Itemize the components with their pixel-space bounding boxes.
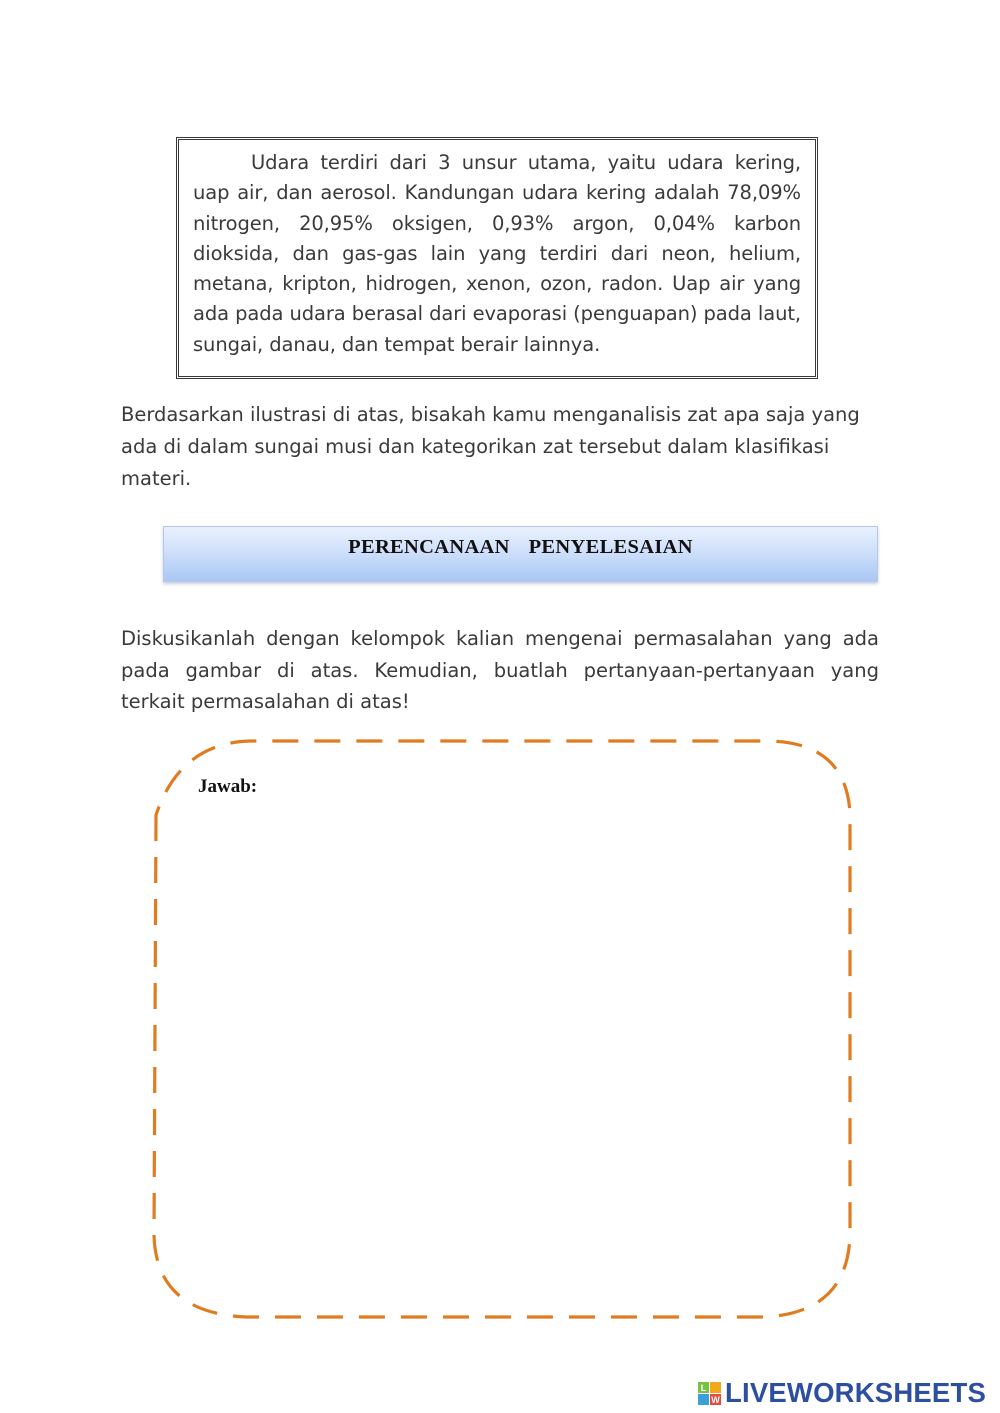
instruction-text: Diskusikanlah dengan kelompok kalian mengenai permasalahan yang ada pada gambar di atas. Kemudian, buatlah pertanyaan-pertanyaan yang terkait permasalahan di atas! xyxy=(121,627,879,713)
question-text: Berdasarkan ilustrasi di atas, bisakah kamu menganalisis zat apa saja yang ada di dalam sungai musi dan kategorikan zat tersebut dalam klasifikasi materi. xyxy=(121,403,860,490)
liveworksheets-logo-icon xyxy=(697,1380,723,1406)
logo-letter-l: L xyxy=(700,1383,707,1393)
logo-letter-w: W xyxy=(711,1395,720,1405)
brand-footer xyxy=(697,1377,986,1409)
info-box xyxy=(176,137,818,379)
answer-label: Jawab: xyxy=(198,776,258,797)
section-banner xyxy=(163,526,878,582)
brand-name[interactable]: LIVEWORKSHEETS xyxy=(725,1377,987,1408)
info-text: Udara terdiri dari 3 unsur utama, yaitu udara kering, uap air, dan aerosol. Kandungan udara kering adalah 78,09% nitrogen, 20,95% oksigen, 0,93% argon, 0,04% karbon dioksida, dan gas-gas lain yang terdiri dari neon, helium, metana, kripton, hidrogen, xenon, ozon, radon. Uap air yang ada pada udara berasal dari evaporasi (penguapan) pada laut, sungai, danau, dan tempat berair lainnya. xyxy=(193,151,801,356)
answer-frame[interactable] xyxy=(150,735,860,1325)
section-title: PERENCANAAN PENYELESAIAN xyxy=(348,535,693,558)
